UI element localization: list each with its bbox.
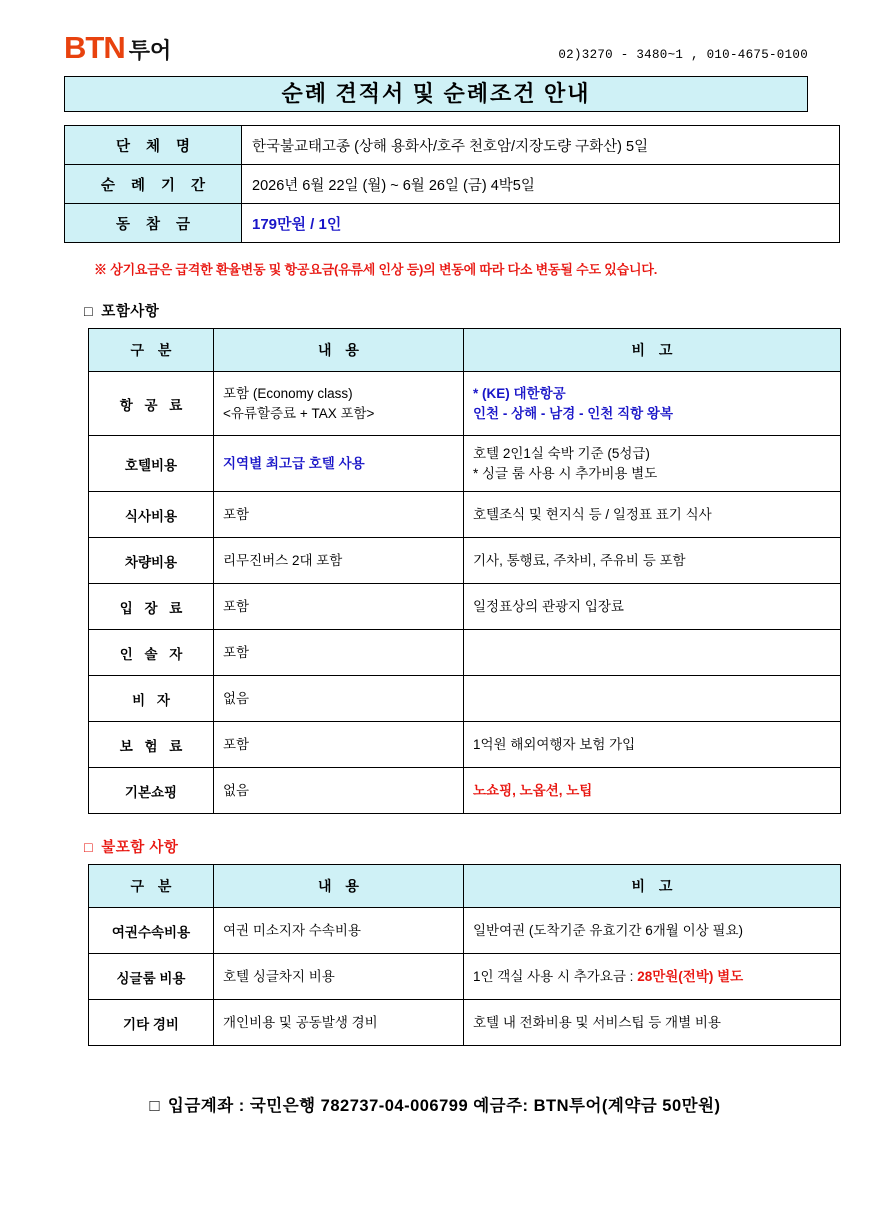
table-row: [89, 436, 841, 492]
row-remarks: 기사, 통행료, 주차비, 주유비 등 포함: [464, 538, 841, 584]
excluded-heading-label: 불포함 사항: [101, 840, 179, 856]
table-header-row: [89, 865, 841, 908]
row-remarks-line: * (KE) 대한항공: [473, 385, 566, 401]
row-content: 리무진버스 2대 포함: [214, 538, 464, 584]
included-heading-label: 포함사항: [101, 304, 160, 320]
table-row: [65, 165, 840, 204]
table-row: [89, 768, 841, 814]
row-remarks-prefix: 1인 객실 사용 시 추가요금 :: [473, 968, 638, 984]
row-content: 개인비용 및 공동발생 경비: [214, 1000, 464, 1046]
contact-phone: 02)3270 - 3480~1 , 010-4675-0100: [558, 48, 808, 62]
row-category: 입 장 료: [89, 584, 214, 630]
included-section-heading: [84, 300, 838, 321]
checkbox-square-icon: □: [84, 304, 94, 320]
row-remarks: [464, 954, 841, 1000]
checkbox-square-icon: □: [149, 1097, 160, 1115]
info-label-price: 동 참 금: [65, 204, 242, 243]
row-category: 인 솔 자: [89, 630, 214, 676]
column-header-category: 구 분: [89, 865, 214, 908]
included-table-body: [89, 372, 841, 814]
bank-account-text: 입금계좌 : 국민은행 782737-04-006799 예금주: BTN투어(계약금 50만원): [167, 1097, 721, 1115]
row-category: 호텔비용: [89, 436, 214, 492]
column-header-remarks: 비 고: [464, 329, 841, 372]
row-category: 기타 경비: [89, 1000, 214, 1046]
info-label-period: 순 례 기 간: [65, 165, 242, 204]
row-content: 없음: [214, 676, 464, 722]
excluded-items-table: [88, 864, 841, 1046]
price-change-notice: ※ 상기요금은 급격한 환율변동 및 항공요금(유류세 인상 등)의 변동에 따라 다소 변동될 수도 있습니다.: [94, 262, 658, 277]
row-remarks: 1억원 해외여행자 보험 가입: [464, 722, 841, 768]
table-row: [89, 630, 841, 676]
row-content: 호텔 싱글차지 비용: [214, 954, 464, 1000]
row-remarks-line: 인천 - 상해 - 남경 - 인천 직항 왕복: [473, 405, 673, 421]
row-remarks: [464, 630, 841, 676]
logo-text-korean: 투어: [128, 38, 172, 63]
row-remarks: [464, 676, 841, 722]
row-remarks: 노쇼핑, 노옵션, 노팁: [464, 768, 841, 814]
table-row: [89, 722, 841, 768]
row-remarks-line: * 싱글 룸 사용 시 추가비용 별도: [473, 465, 658, 481]
row-remarks: 일정표상의 관광지 입장료: [464, 584, 841, 630]
row-category: 차량비용: [89, 538, 214, 584]
excluded-table-body: [89, 908, 841, 1046]
included-table-head: [89, 329, 841, 372]
row-content: 포함: [214, 584, 464, 630]
row-remarks: 호텔 내 전화비용 및 서비스팁 등 개별 비용: [464, 1000, 841, 1046]
excluded-section-heading: [84, 836, 838, 857]
table-row: [89, 584, 841, 630]
row-remarks-highlight: 28만원(전박) 별도: [637, 968, 744, 984]
table-row: [89, 492, 841, 538]
table-row: [89, 372, 841, 436]
checkbox-square-icon: □: [84, 840, 94, 856]
header-row: [32, 26, 838, 70]
table-row: [65, 204, 840, 243]
info-label-group-name: 단 체 명: [65, 126, 242, 165]
tour-info-table: [64, 125, 840, 243]
column-header-remarks: 비 고: [464, 865, 841, 908]
bank-account-footer: [32, 1092, 838, 1116]
row-remarks: 호텔조식 및 현지식 등 / 일정표 표기 식사: [464, 492, 841, 538]
row-category: 식사비용: [89, 492, 214, 538]
row-category: 비 자: [89, 676, 214, 722]
row-category: 기본쇼핑: [89, 768, 214, 814]
company-logo: [64, 30, 171, 66]
row-category: 보 험 료: [89, 722, 214, 768]
table-row: [89, 538, 841, 584]
document-title: 순례 견적서 및 순례조건 안내: [64, 76, 808, 112]
row-content: 여권 미소지자 수속비용: [214, 908, 464, 954]
row-content-line: 포함 (Economy class): [223, 385, 353, 401]
table-row: [89, 954, 841, 1000]
row-content: 포함: [214, 492, 464, 538]
row-content: 포함: [214, 722, 464, 768]
excluded-table-head: [89, 865, 841, 908]
row-category: 여권수속비용: [89, 908, 214, 954]
column-header-content: 내 용: [214, 865, 464, 908]
row-remarks-line: 호텔 2인1실 숙박 기준 (5성급): [473, 445, 650, 461]
row-content: 포함: [214, 630, 464, 676]
table-header-row: [89, 329, 841, 372]
table-row: [65, 126, 840, 165]
row-content-line: 지역별 최고급 호텔 사용: [223, 455, 365, 471]
info-value-period: 2026년 6월 22일 (월) ~ 6월 26일 (금) 4박5일: [242, 165, 840, 204]
column-header-content: 내 용: [214, 329, 464, 372]
table-row: [89, 908, 841, 954]
row-category: 항 공 료: [89, 372, 214, 436]
info-value-group-name: 한국불교태고종 (상해 용화사/호주 천호암/지장도량 구화산) 5일: [242, 126, 840, 165]
row-content-line: <유류할증료 + TAX 포함>: [223, 405, 375, 421]
logo-text-btn: BTN: [64, 30, 125, 65]
row-content: [214, 436, 464, 492]
included-items-table: [88, 328, 841, 814]
table-row: [89, 676, 841, 722]
row-remarks: 일반여권 (도착기준 유효기간 6개월 이상 필요): [464, 908, 841, 954]
row-remarks: [464, 372, 841, 436]
tour-info-body: [65, 126, 840, 243]
row-category: 싱글룸 비용: [89, 954, 214, 1000]
table-row: [89, 1000, 841, 1046]
row-content: 없음: [214, 768, 464, 814]
column-header-category: 구 분: [89, 329, 214, 372]
row-remarks: [464, 436, 841, 492]
row-content: [214, 372, 464, 436]
info-value-price: 179만원 / 1인: [242, 204, 840, 243]
